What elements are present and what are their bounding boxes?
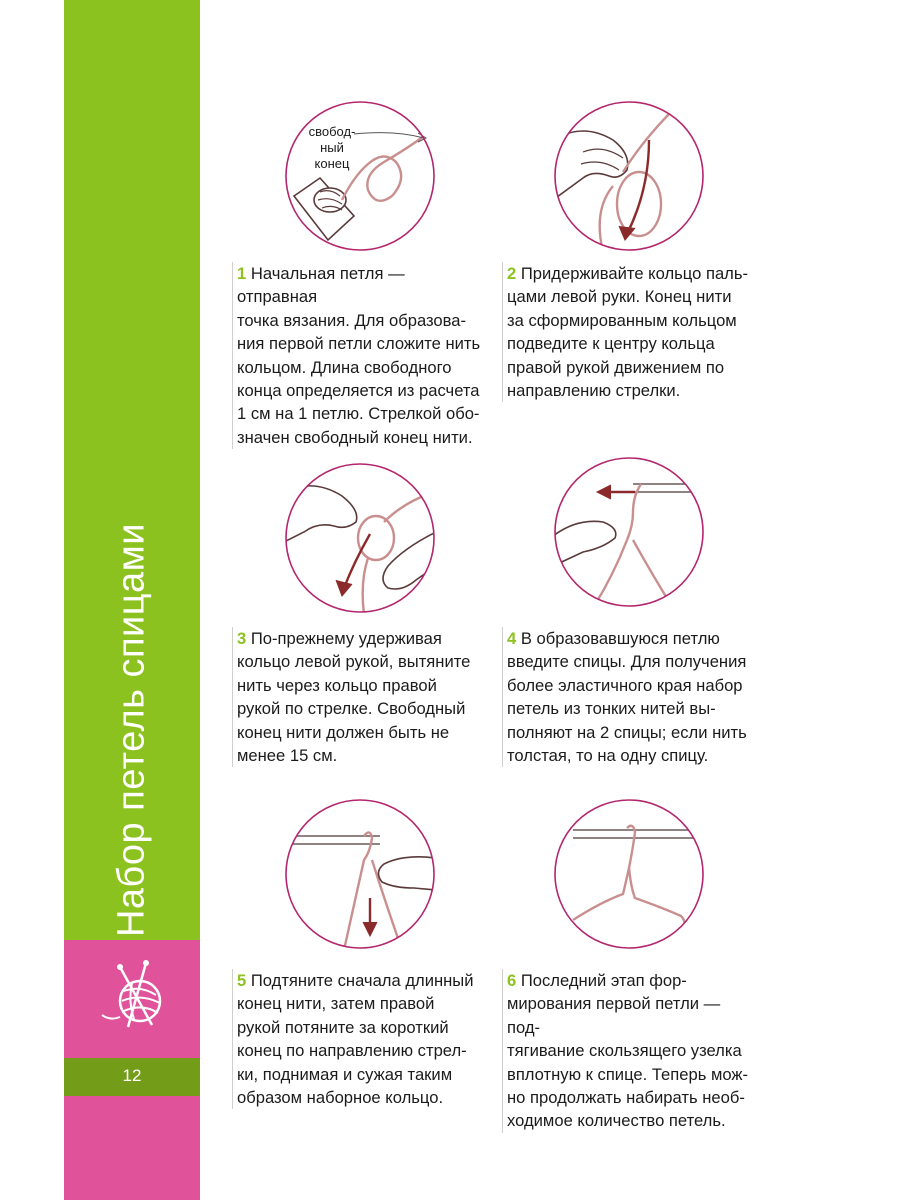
step-1 — [232, 262, 487, 449]
step-6 — [502, 969, 757, 1133]
step-1-number: 1 — [237, 264, 247, 283]
step-2 — [502, 262, 757, 402]
step-3 — [232, 627, 487, 767]
figure-step-3 — [284, 462, 436, 614]
page-number: 12 — [122, 1066, 142, 1085]
figure-step-2 — [553, 100, 705, 252]
sidebar-pink-band-bottom — [64, 1096, 200, 1200]
sidebar-title-text: Набор петель спицами — [110, 522, 153, 938]
step-3-text: По-прежнему удерживая кольцо левой рукой, вытяните нить через кольцо правой рукой по стрелке. Свободный конец нити должен быть не менее 15 см. — [237, 629, 471, 766]
step-2-text: Придерживайте кольцо паль- цами левой руки. Конец нити за сформированным кольцом подведите к центру кольца правой рукой движением по направлению стрелки. — [507, 264, 749, 401]
figure-step-6 — [553, 798, 705, 950]
free-end-label-line-1: свобод- — [308, 124, 356, 139]
figure-step-4 — [553, 456, 705, 608]
step-6-text: Последний этап фор- мирования первой петли — под- тягивание скользящего узелка вплотную к спице. Теперь мож- но продолжать набирать необ- ходимое количество петель. — [507, 971, 749, 1131]
step-4-text: В образовавшуюся петлю введите спицы. Для получения более эластичного края набор петель из тонких нитей вы- полняют на 2 спицы; если нить толстая, то на одну спицу. — [507, 629, 747, 766]
figure-step-1 — [284, 100, 436, 252]
figure-step-5 — [284, 798, 436, 950]
free-end-label — [302, 124, 362, 172]
yarn-ball-icon — [98, 955, 178, 1035]
step-5 — [232, 969, 487, 1109]
step-3-number: 3 — [237, 629, 247, 648]
step-6-number: 6 — [507, 971, 517, 990]
step-2-number: 2 — [507, 264, 517, 283]
step-4-number: 4 — [507, 629, 517, 648]
free-end-label-line-2: ный — [320, 140, 344, 155]
free-end-label-line-3: конец — [314, 156, 350, 171]
step-4 — [502, 627, 757, 767]
step-5-number: 5 — [237, 971, 247, 990]
step-1-text: Начальная петля — отправная точка вязания. Для образова- ния первой петли сложите нить кольцом. Длина свободного конца определяется из расчета 1 см на 1 петлю. Стрелкой обо- значен свободный конец нити. — [237, 264, 481, 447]
page-number-band — [64, 1058, 200, 1096]
step-5-text: Подтяните сначала длинный конец нити, затем правой рукой потяните за короткий конец по направлению стрел- ки, поднимая и сужая таким образом наборное кольцо. — [237, 971, 474, 1108]
